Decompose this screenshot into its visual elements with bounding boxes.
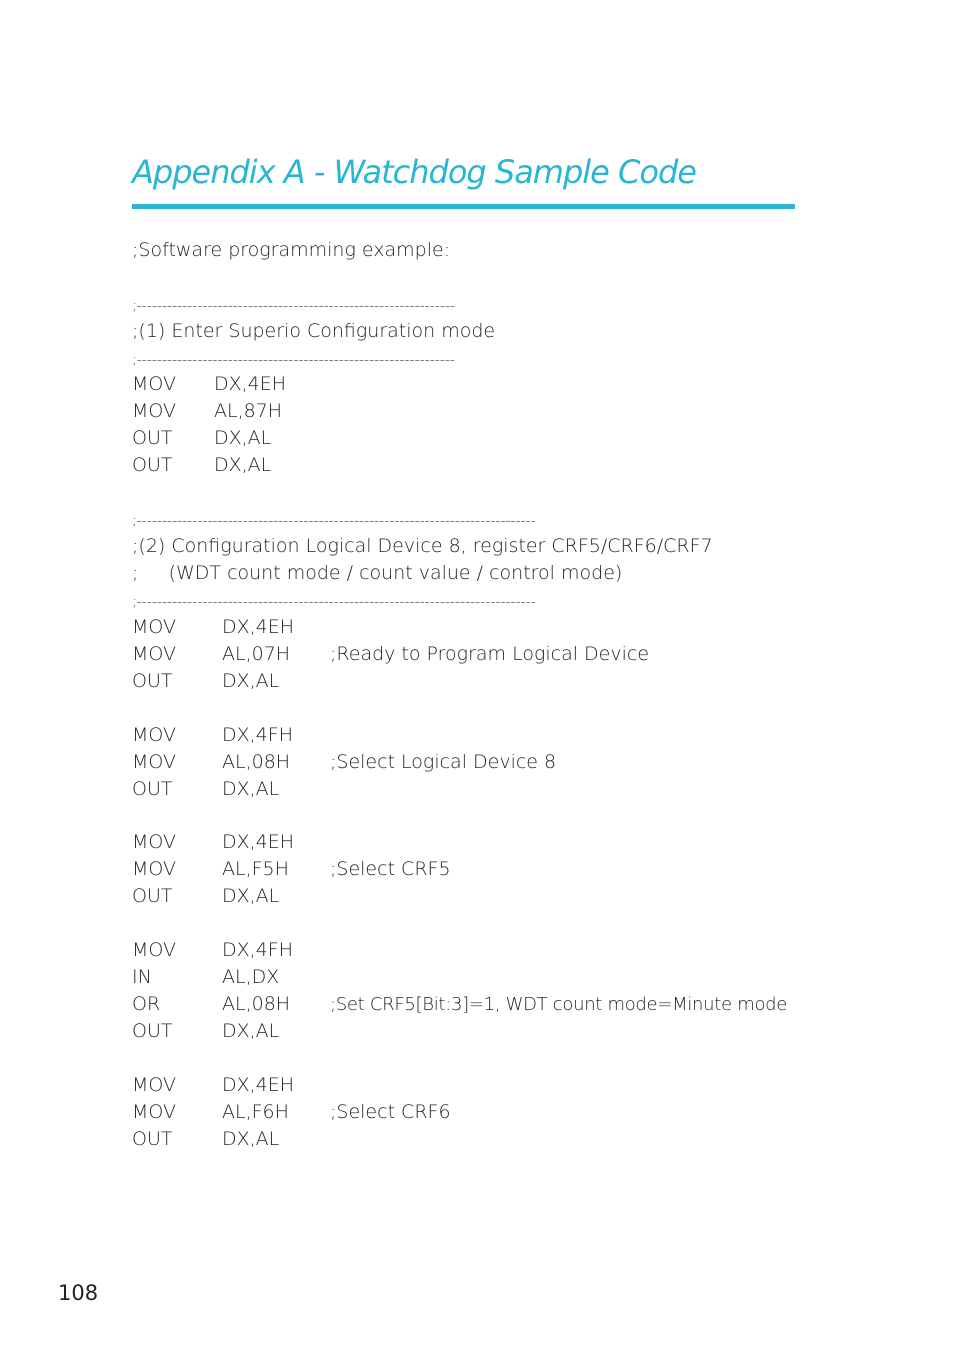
code-op: MOV [132, 400, 177, 422]
code-comment: ;Select CRF6 [330, 1101, 451, 1123]
code-op: OUT [132, 1128, 173, 1150]
dash-text: ;------------------------------------------------------------------------------- [132, 594, 536, 610]
code-operand: DX,4EH [222, 1074, 295, 1096]
code-operand: DX,AL [214, 427, 272, 449]
code-op: MOV [132, 858, 177, 880]
code-operand: DX,4FH [222, 724, 293, 746]
code-operand: DX,4EH [214, 373, 287, 395]
section2-dash-top [132, 506, 536, 533]
code-op: OR [132, 993, 161, 1015]
code-op: MOV [132, 643, 177, 665]
code-operand: DX,4EH [222, 831, 295, 853]
code-operand: AL,08H [222, 751, 291, 773]
code-op: MOV [132, 1101, 177, 1123]
code-operand: DX,AL [222, 885, 280, 907]
code-operand: DX,AL [222, 1020, 280, 1042]
code-op: OUT [132, 1020, 173, 1042]
code-op: MOV [132, 373, 177, 395]
code-operand: DX,4FH [222, 939, 293, 961]
section1-dash-bottom [132, 345, 455, 372]
code-op: IN [132, 966, 152, 988]
code-op: MOV [132, 724, 177, 746]
section2-subheading: ; (WDT count mode / count value / control mode) [132, 562, 623, 584]
title-underline [132, 204, 795, 209]
code-op: MOV [132, 831, 177, 853]
section2-heading: ;(2) Configuration Logical Device 8, register CRF5/CRF6/CRF7 [132, 535, 713, 557]
intro-comment: ;Software programming example: [132, 239, 451, 261]
code-operand: AL,08H [222, 993, 291, 1015]
code-operand: AL,07H [222, 643, 291, 665]
section2-dash-bottom [132, 587, 536, 614]
code-op: MOV [132, 1074, 177, 1096]
page-title: Appendix A - Watchdog Sample Code [132, 153, 696, 191]
code-op: MOV [132, 616, 177, 638]
code-comment: ;Ready to Program Logical Device [330, 643, 650, 665]
code-comment: ;Select Logical Device 8 [330, 751, 557, 773]
code-operand: DX,AL [222, 778, 280, 800]
dash-text: ;------------------------------------------------------------------------------- [132, 513, 536, 529]
code-operand: DX,AL [222, 1128, 280, 1150]
code-comment: ;Set CRF5[Bit:3]=1, WDT count mode=Minute mode [330, 994, 788, 1015]
code-operand: DX,AL [214, 454, 272, 476]
dash-text: ;--------------------------------------------------------------- [132, 352, 455, 368]
page-number: 108 [58, 1281, 99, 1305]
code-operand: DX,4EH [222, 616, 295, 638]
code-op: OUT [132, 454, 173, 476]
dash-text: ;--------------------------------------------------------------- [132, 298, 455, 314]
code-operand: AL,F6H [222, 1101, 289, 1123]
code-op: MOV [132, 939, 177, 961]
code-op: OUT [132, 670, 173, 692]
code-op: OUT [132, 427, 173, 449]
code-operand: AL,DX [222, 966, 280, 988]
code-operand: DX,AL [222, 670, 280, 692]
code-op: MOV [132, 751, 177, 773]
code-operand: AL,F5H [222, 858, 289, 880]
code-operand: AL,87H [214, 400, 283, 422]
code-comment: ;Select CRF5 [330, 858, 451, 880]
code-op: OUT [132, 885, 173, 907]
section1-dash-top [132, 291, 455, 318]
code-op: OUT [132, 778, 173, 800]
section1-heading: ;(1) Enter Superio Configuration mode [132, 320, 496, 342]
